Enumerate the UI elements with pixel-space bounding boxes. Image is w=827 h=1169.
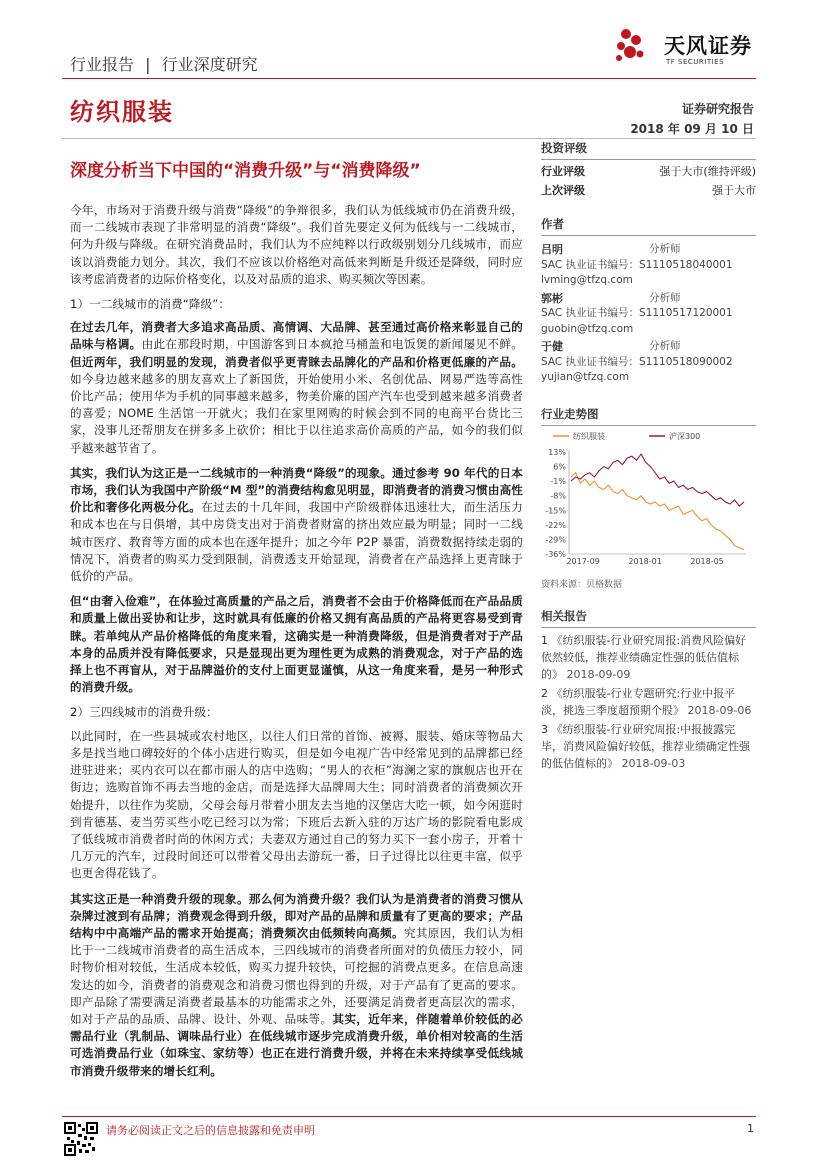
- header-category: [70, 52, 258, 75]
- intro-paragraph: 今年，市场对于消费升级与消费“降级”的争辩很多，我们认为低线城市仍在消费升级，而一二线城市表现了非常明显的消费“降级”。我们首先要定义何为低线与一二线城市，何为升级与降级。在研究消费品时，我们认为不应纯粹以行政级别划分几线城市，而应该以消费能力划分。其次，我们不应该以价格绝对高低来判断是升级还是降级，同时应该考虑消费者的边际价格变化，以及对品质的追求、购买频次等因素。: [70, 203, 523, 286]
- report-category: 行业报告: [70, 55, 135, 74]
- related-report-2-title: 2 《纺织服装-行业专题研究:行业中报平淡，挑选三季度超预期个股》: [541, 686, 736, 717]
- x-tick-label: 2018-01: [628, 556, 662, 566]
- section1-paragraph-2: [70, 465, 523, 585]
- analyst-1-role: 分析师: [649, 243, 681, 255]
- chart-divider: [541, 425, 756, 426]
- section1-paragraph-3: [70, 593, 523, 696]
- sidebar: [541, 140, 756, 774]
- trend-chart: [541, 428, 756, 578]
- main-body: [70, 202, 523, 1084]
- section2-title: 2）三四线城市的消费升级：: [70, 705, 218, 720]
- related-report-3-date: 2018-09-03: [621, 756, 686, 770]
- s1-p2-normal: 在过去的十几年间，我国中产阶级群体迅速壮大，而生活压力和成本也在与日俱增，其中房贷支出对于消费者财富的挤出效应最为明显；同时一二线城市医疗、教育等方面的成本也在逐年提升；加之今年 P2P 暴雷，消费数据持续走弱的情况下，消费者的购买力受到限制，消费透支开始显现，消费者在产品选择上更青睐于低价的产品。: [70, 500, 523, 584]
- s2-p2-normal: 究其原因，我们认为相比于一二线城市消费者的高生活成本，三四线城市的消费者所面对的负债压力较小，同时物价相对较低，生活成本较低，购买力提升较快，可挖掘的消费点更多。在信息高速发达的如今，消费者的消费观念和消费习惯也得到的升级，对于产品有了更高的要求。即产品除了需要满足消费者最基本的功能需求之外，还要满足消费者更高层次的需求，如对于产品的品质、品牌、设计、外观、品味等。: [70, 925, 523, 1026]
- report-date: 2018 年 09 月 10 日: [630, 122, 754, 136]
- legend-label-1: 沪深300: [669, 431, 701, 441]
- related-report-3-title: 3 《纺织服装-行业研究周报:中报披露完毕，消费风险偏好较低，推荐业绩确定性强的低估值标的》: [541, 722, 750, 770]
- related-report-1[interactable]: [541, 632, 756, 683]
- page-number: 1: [747, 1122, 754, 1135]
- section1-title: 1）一二线城市的消费“降级”：: [70, 297, 231, 312]
- rating-label-industry: 行业评级: [541, 165, 585, 178]
- s2-p2-bold: 其实这正是一种消费升级的现象。那么何为消费升级？我们认为是消费者的消费习惯从杂牌过渡到有品牌；消费观念得到升级，即对产品的品牌和质量有了更高的要求；产品结构中中高端产品的需求开始提高；消费频次由低频转向高频。: [70, 891, 523, 940]
- analyst-1-cert: SAC 执业证书编号：S1110518040001: [541, 258, 733, 271]
- report-subcategory: 行业深度研究: [161, 55, 258, 74]
- x-tick-label: 2017-09: [566, 556, 600, 566]
- analyst-2-email[interactable]: guobin@tfzq.com: [541, 322, 634, 335]
- s1-p1-bold-b: 但近两年，我们明显的发现，消费者似乎更青睐去品牌化的产品和价格更低廉的产品。: [70, 354, 523, 369]
- rating-row-industry: [541, 162, 756, 181]
- related-report-3[interactable]: [541, 721, 756, 772]
- analyst-3: [541, 339, 756, 386]
- rating-value-industry: 强于大市(维持评级): [659, 165, 756, 178]
- rating-row-previous: [541, 181, 756, 200]
- related-report-1-date: 2018-09-09: [566, 667, 631, 681]
- brand-name-en: TF SECURITIES: [666, 58, 725, 66]
- y-tick-label: -1%: [550, 476, 566, 486]
- s1-p1-bold-a: 在过去几年，消费者大多追求高品质、高情调、大品牌、甚至通过高价格来彰显自己的品味与格调。: [70, 320, 523, 352]
- report-type: 证券研究报告: [681, 102, 754, 116]
- analyst-2: [541, 291, 756, 338]
- rating-value-previous: 强于大市: [712, 184, 756, 197]
- y-tick-label: 13%: [548, 447, 566, 457]
- related-divider: [541, 627, 756, 628]
- authors-divider: [541, 235, 756, 236]
- related-heading: 相关报告: [541, 608, 587, 623]
- related-report-1-title: 1 《纺织服装-行业研究周报:消费风险偏好依然较低，推荐业绩确定性强的低估值标的》: [541, 633, 747, 681]
- y-tick-label: -29%: [545, 534, 566, 544]
- section1-paragraph-1: [70, 319, 523, 457]
- rating-heading: 投资评级: [541, 141, 587, 155]
- section2-paragraph-2: [70, 891, 523, 1080]
- section2-paragraph-1: 以此同时，在一些县城或农村地区，以往人们日常的首饰、被褥、服装、婚床等物品大多是找当地口碑较好的个体小店进行购买，但是如今电视广告中经常见到的品牌都已经进驻进来；买内衣可以在都市丽人的店中选购；“男人的衣柜”海澜之家的旗舰店也开在街边；选购首饰不再去当地的金店，而是选择大品牌周大生；同时消费者的消费频次开始提升，以往作为奖励，父母会每月带着小朋友去当地的汉堡店大吃一顿，如今闲逛时到肯德基、麦当劳买些小吃已经习以为常；下班后去新入驻的万达广场的影院看电影成了低线城市消费者时尚的休闲方式；夫妻双方通过自己的努力买下一套小房子，开着十几万元的汽车，过段时间还可以带着父母出去游玩一番，日子过得比以往更丰富，似乎也更舍得花钱了。: [70, 728, 523, 881]
- y-tick-label: -36%: [545, 549, 566, 559]
- related-report-2-date: 2018-09-06: [687, 703, 752, 717]
- y-tick-label: -8%: [550, 491, 566, 501]
- s1-p1-normal-a: 由此在那段时期，中国游客到日本疯抢马桶盖和电饭煲的新闻屡见不鲜。: [141, 337, 523, 352]
- chart-legend: [553, 431, 700, 441]
- authors-heading: 作者: [541, 217, 564, 231]
- x-tick-label: 2018-05: [690, 556, 724, 566]
- y-tick-label: -22%: [545, 520, 566, 530]
- chart-source: 资料来源：贝格数据: [541, 579, 623, 590]
- analyst-2-name: 郭彬: [541, 291, 563, 305]
- rating-label-previous: 上次评级: [541, 184, 585, 197]
- legend-label-0: 纺织服装: [573, 431, 605, 441]
- qr-code-icon: [64, 1122, 98, 1156]
- analyst-2-cert: SAC 执业证书编号：S1110517120001: [541, 307, 733, 319]
- rating-divider: [541, 159, 756, 160]
- s1-p2-bold: 其实，我们认为这正是一二线城市的一种消费“降级”的现象。通过参考 90 年代的日本市场，我们认为我国中产阶级“M 型”的消费结构愈见明显，即消费者的消费习惯由高性价比和奢侈化两极分化。: [70, 465, 523, 515]
- chart-series: [571, 454, 744, 550]
- s1-p3-bold: 但“由奢入俭难”，在体验过高质量的产品之后，消费者不会由于价格降低而在产品品质和质量上做出妥协和让步，这时就具有低廉的价格又拥有高品质的产品将更容易受到青睐。若单纯从产品价格降低的角度来看，这确实是一种消费降级，但是消费者对于产品本身的品质并没有降低要求，只是显现出更为理性更为成熟的消费观念，对于产品的选择上也不再盲从，对于品牌溢价的支付上面更显谨慎，从这一角度来看，是另一种形式的消费升级。: [70, 594, 523, 695]
- chart-axes: [545, 448, 746, 566]
- brand-name: 天风证券: [664, 34, 752, 58]
- headline: 深度分析当下中国的“消费升级”与“消费降级”: [70, 161, 421, 181]
- s2-p2-bold-b: 其实，近年来，伴随着单价较低的必需品行业（乳制品、调味品行业）在低线城市逐步完成消费升级，单价相对较高的生活可选消费品行业（如珠宝、家纺等）也正在进行消费升级，并将在未来持续享受低线城市消费升级带来的增长红利。: [70, 1011, 524, 1078]
- chart-heading: 行业走势图: [541, 406, 599, 421]
- analyst-3-role: 分析师: [649, 340, 681, 352]
- analyst-3-email[interactable]: yujian@tfzq.com: [541, 371, 630, 383]
- y-tick-label: 6%: [553, 462, 566, 472]
- s1-p1-normal-b: 如今身边越来越多的朋友喜欢上了新国货，开始使用小米、名创优品、网易严选等高性价比产品；使用华为手机的同事越来越多，物美价廉的国产汽车也受到越来越多消费者的喜爱；NOME 生活馆一开就火；我们在家里网购的时候会到不同的电商平台货比三家，没事儿还帮朋友在拼多多上砍价；相比于以往追求高价高质的产品，如今的我们似乎越来越节省了。: [70, 371, 523, 455]
- y-tick-label: -15%: [545, 505, 566, 515]
- analyst-1-email[interactable]: lvming@tfzq.com: [541, 274, 633, 286]
- title-rule: [62, 138, 756, 139]
- industry-title: 纺织服装: [70, 98, 174, 126]
- header-separator: |: [145, 55, 151, 74]
- brand-logo: [610, 22, 760, 72]
- related-report-2[interactable]: [541, 685, 756, 719]
- header-rule: [62, 78, 756, 79]
- footer-disclaimer: 请务必阅读正文之后的信息披露和免责申明: [106, 1124, 315, 1137]
- analyst-3-name: 于健: [541, 340, 563, 353]
- analyst-2-role: 分析师: [649, 291, 681, 304]
- analyst-3-cert: SAC 执业证书编号：S1110518090002: [541, 355, 733, 368]
- series-line-1: [571, 454, 744, 506]
- brand-logo-icon: [610, 24, 660, 70]
- analyst-1: [541, 242, 756, 289]
- footer-rule: [62, 1116, 756, 1117]
- analyst-1-name: 吕明: [541, 243, 563, 256]
- series-line-0: [571, 472, 744, 549]
